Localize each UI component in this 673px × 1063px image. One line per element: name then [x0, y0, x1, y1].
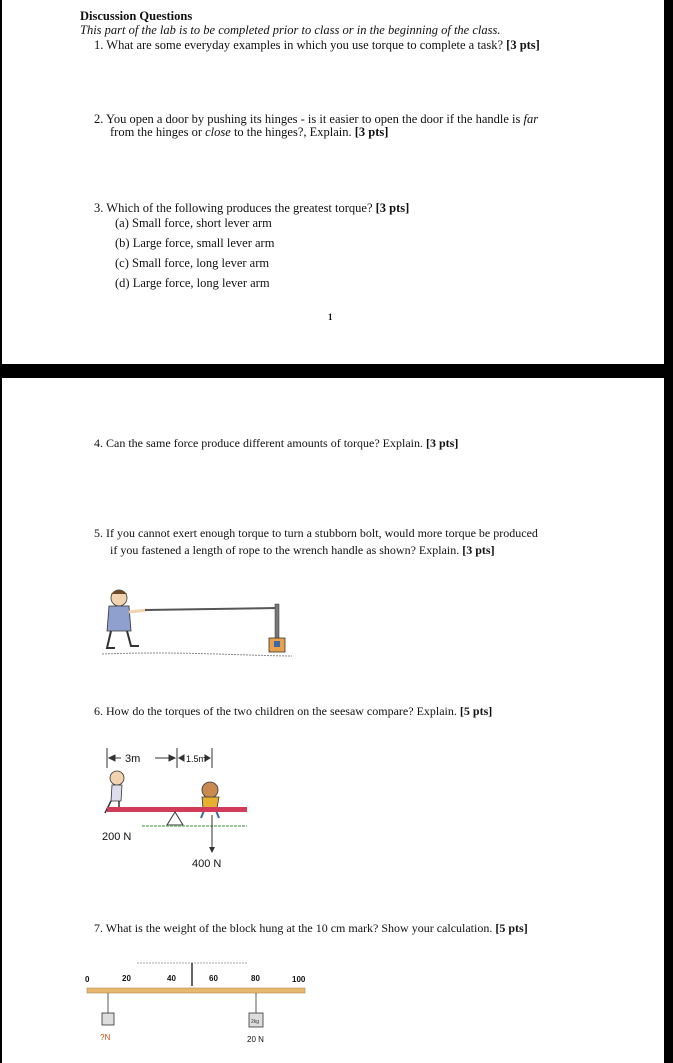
- question-7-points: [5 pts]: [495, 921, 528, 935]
- question-6-points: [5 pts]: [459, 704, 493, 718]
- question-2-text-b: from the hinges or: [110, 125, 206, 139]
- question-3-text: Which of the following produces the greatest torque?: [106, 201, 373, 215]
- option-b: (b) Large force, small lever arm: [115, 236, 275, 250]
- question-2-close: close: [205, 125, 231, 139]
- child-figure: [107, 590, 147, 648]
- tick-label-0: 0: [85, 975, 90, 984]
- distance-1.5m-label: 1.5m: [186, 754, 207, 764]
- rope: [145, 608, 277, 610]
- question-5-line-2: [110, 543, 495, 557]
- meter-stick: [87, 988, 305, 993]
- question-1-points: [3 pts]: [506, 38, 540, 52]
- question-3-points: [3 pts]: [375, 201, 410, 215]
- stick-tick-labels: [85, 974, 306, 984]
- question-2-line-1: [94, 112, 538, 126]
- known-weight-label: 20 N: [247, 1035, 264, 1044]
- question-7: [94, 921, 528, 935]
- question-4: [94, 436, 458, 450]
- document-page-1: [2, 0, 664, 364]
- tick-label-20: 20: [122, 974, 131, 983]
- tick-label-40: 40: [167, 974, 176, 983]
- question-2-line-2: [110, 125, 388, 139]
- meter-stick-illustration: [82, 948, 312, 1048]
- left-child: [105, 771, 124, 813]
- distance-3m-label: 3m: [125, 753, 141, 765]
- unknown-weight-label: ?N: [100, 1033, 111, 1042]
- question-5-points: [3 pts]: [462, 543, 495, 557]
- section-intro: This part of the lab is to be completed prior to class or in the beginning of the class.: [80, 23, 501, 37]
- seesaw-plank: [107, 807, 247, 812]
- rope-wrench-illustration: [97, 586, 297, 661]
- tick-label-100: 100: [292, 975, 306, 984]
- question-7-text: 7. What is the weight of the block hung at the 10 cm mark? Show your calculation.: [94, 921, 493, 935]
- question-5-line-1: 5. If you cannot exert enough torque to turn a stubborn bolt, would more torque be produced: [94, 526, 538, 540]
- option-c: (c) Small force, long lever arm: [115, 256, 270, 270]
- right-child: [201, 782, 219, 818]
- question-2-text-a: You open a door by pushing its hinges - is it easier to open the door if the handle is: [106, 112, 524, 126]
- wrench-figure: [269, 604, 285, 652]
- question-4-points: [3 pts]: [426, 436, 459, 450]
- seesaw-illustration: [97, 743, 257, 873]
- question-2-text-c: to the hinges?, Explain.: [230, 125, 352, 139]
- unknown-weight-block: [102, 1013, 114, 1025]
- option-d: (d) Large force, long lever arm: [115, 276, 270, 290]
- question-3-number: 3.: [94, 201, 104, 215]
- fulcrum: [167, 812, 183, 825]
- force-200n-label: 200 N: [102, 831, 132, 843]
- tick-label-80: 80: [251, 974, 260, 983]
- question-1: [94, 38, 540, 52]
- question-6-text: 6. How do the torques of the two children on the seesaw compare? Explain.: [94, 704, 457, 718]
- block-mass-label: 2kg: [251, 1019, 260, 1025]
- question-2-far: far: [523, 112, 539, 126]
- question-1-number: 1.: [94, 38, 104, 52]
- option-a: (a) Small force, short lever arm: [115, 216, 272, 230]
- question-1-text: What are some everyday examples in which you use torque to complete a task?: [106, 38, 504, 52]
- page-number: 1: [328, 312, 333, 322]
- force-arrowhead: [209, 847, 215, 853]
- question-4-text: 4. Can the same force produce different amounts of torque? Explain.: [94, 436, 423, 450]
- question-5-text: if you fastened a length of rope to the wrench handle as shown? Explain.: [110, 543, 460, 557]
- tick-label-60: 60: [209, 974, 218, 983]
- section-heading: Discussion Questions: [80, 9, 193, 23]
- document-page-2: [2, 378, 664, 1063]
- question-2-points: [3 pts]: [354, 125, 389, 139]
- question-3: [94, 201, 409, 215]
- question-2-number: 2.: [94, 112, 104, 126]
- force-400n-label: 400 N: [192, 858, 222, 870]
- question-6: [94, 704, 492, 718]
